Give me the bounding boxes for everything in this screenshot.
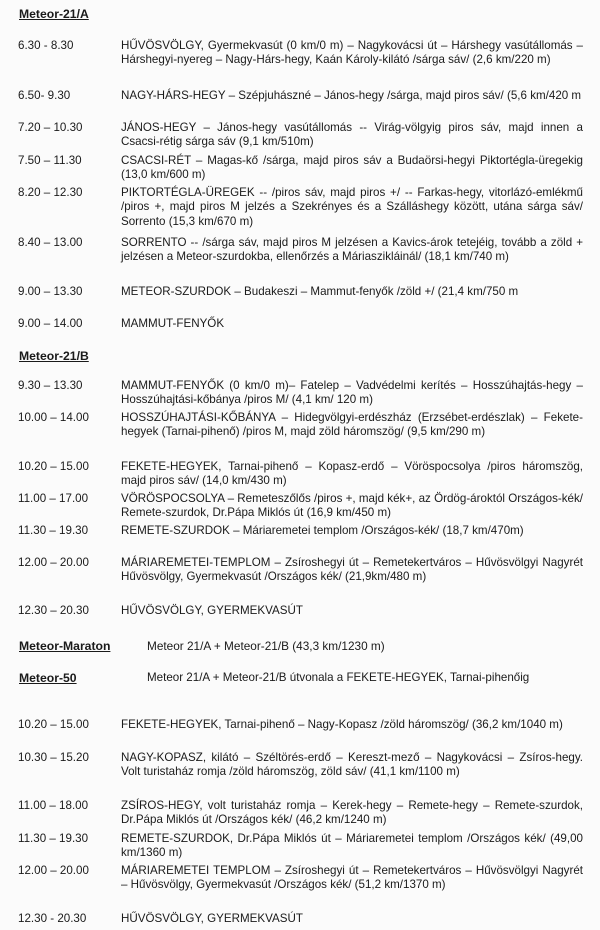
stage-description: JÁNOS-HEGY – János-hegy vasútállomás -- Virág-völgyig piros sáv, majd innen a Csacsi-rétig sárga sáv (9,1 km/510m) (121, 121, 583, 149)
time-window: 10.00 – 14.00 (18, 411, 89, 424)
time-window: 10.20 – 15.00 (18, 460, 89, 473)
stage-description: HŰVÖSVÖLGY, GYERMEKVASÚT (121, 912, 303, 925)
stage-description: NAGY-KOPASZ, kilátó – Széltörés-erdő – Kereszt-mező – Nagykovácsi – Zsíros-hegy. Volt turistaház romja /zöld háromszög, zöld sáv/ (41,1 km/1100 m) (121, 751, 583, 779)
stage-description: REMETE-SZURDOK – Máriaremetei templom /Országos-kék/ (18,7 km/470m) (121, 524, 524, 537)
time-window: 12.00 – 20.00 (18, 864, 89, 877)
stage-description: FEKETE-HEGYEK, Tarnai-pihenő – Kopasz-erdő – Vöröspocsolya /piros háromszög, majd piros sáv/ (14,0 km/430 m) (121, 460, 583, 488)
time-window: 7.20 – 10.30 (18, 121, 83, 134)
time-window: 9.00 – 13.30 (18, 285, 83, 298)
stage-description: MAMMUT-FENYŐK (0 km/0 m)– Fatelep – Vadvédelmi kerítés – Hosszúhajtás-hegy – Hosszúhajtási-kőbánya /piros M/ (4,1 km/ 120 m) (121, 379, 583, 407)
time-window: 10.30 – 15.20 (18, 751, 89, 764)
time-window: 11.30 – 19.30 (18, 524, 89, 537)
stage-description: PIKTORTÉGLA-ÜREGEK -- /piros sáv, majd piros +/ -- Farkas-hegy, vitorlázó-emlékmű /piros +, majd piros M jelzés a Szekrényes és a Szálláshegy között, utána sárga sáv/ Sorrento (15,3 km/670 m) (121, 186, 583, 228)
time-window: 11.30 – 19.30 (18, 832, 89, 845)
stage-description: METEOR-SZURDOK – Budakeszi – Mammut-fenyők /zöld +/ (21,4 km/750 m (121, 285, 519, 298)
section-title-meteor-21b: Meteor-21/B (19, 349, 89, 363)
stage-description: MÁRIAREMETEI-TEMPLOM – Zsíroshegyi út – Remetekertváros – Hűvösvölgyi Nagyrét Hűvösvölgy, Gyermekvasút /Országos kék/ (21,9km/480 m) (121, 556, 583, 584)
time-window: 7.50 – 11.30 (18, 154, 82, 167)
time-window: 12.30 – 20.30 (18, 604, 89, 617)
time-window: 12.30 - 20.30 (18, 912, 87, 925)
time-window: 8.40 – 13.00 (18, 236, 83, 249)
time-window: 9.00 – 14.00 (18, 317, 83, 330)
maraton-description: Meteor 21/A + Meteor-21/B (43,3 km/1230 m) (147, 639, 385, 653)
time-window: 6.50- 9.30 (18, 89, 71, 102)
stage-description: HŰVÖSVÖLGY, Gyermekvasút (0 km/0 m) – Nagykovácsi út – Hárshegy vasútállomás – Hárshegyi-nyereg – Nagy-Hárs-hegy, Kaán Károly-kilátó /sárga sáv/ (2,6 km/220 m) (121, 39, 583, 67)
time-window: 10.20 – 15.00 (18, 718, 89, 731)
stage-description: FEKETE-HEGYEK, Tarnai-pihenő – Nagy-Kopasz /zöld háromszög/ (36,2 km/1040 m) (121, 718, 563, 731)
stage-description: CSACSI-RÉT – Magas-kő /sárga, majd piros sáv a Budaörsi-hegyi Piktortégla-üregekig (13,0 km/600 m) (121, 154, 583, 182)
stage-description: NAGY-HÁRS-HEGY – Szépjuhászné – János-hegy /sárga, majd piros sáv/ (5,6 km/420 m (121, 89, 582, 102)
stage-description: VÖRÖSPOCSOLYA – Remeteszőlős /piros +, majd kék+, az Ördög-ároktól Országos-kék/ Remete-szurdok, Dr.Pápa Miklós út (16,9 km/450 m) (121, 492, 583, 520)
stage-description: MAMMUT-FENYŐK (121, 317, 225, 330)
stage-description: HŰVÖSVÖLGY, GYERMEKVASÚT (121, 604, 303, 617)
stage-description: ZSÍROS-HEGY, volt turistaház romja – Kerek-hegy – Remete-hegy – Remete-szurdok, Dr.Pápa Miklós út /Országos kék/ (46,2 km/1240 m) (121, 799, 583, 827)
meteor-50-intro: Meteor 21/A + Meteor-21/B útvonala a FEKETE-HEGYEK, Tarnai-pihenőig (147, 671, 530, 684)
time-window: 11.00 – 17.00 (18, 492, 89, 505)
time-window: 9.30 – 13.30 (18, 379, 83, 392)
time-window: 8.20 – 12.30 (18, 186, 83, 199)
stage-description: MÁRIAREMETEI TEMPLOM – Zsíroshegyi út – Remetekertváros – Hűvösvölgyi Nagyrét – Hűvösvölgy, Gyermekvasút /Országos kék/ (51,2 km/1370 m) (121, 864, 583, 892)
time-window: 11.00 – 18.00 (18, 799, 89, 812)
section-title-meteor-maraton: Meteor-Maraton (19, 639, 111, 653)
section-title-meteor-21a: Meteor-21/A (19, 7, 89, 21)
stage-description: SORRENTO -- /sárga sáv, majd piros M jelzésen a Kavics-árok tetejéig, tovább a zöld + jelzésen a Meteor-szurdokba, ellenőrzés a Máriaszikláinál/ (18,1 km/740 m) (121, 236, 583, 264)
section-title-meteor-50: Meteor-50 (19, 671, 77, 685)
time-window: 12.00 – 20.00 (18, 556, 89, 569)
time-window: 6.30 - 8.30 (18, 39, 74, 52)
stage-description: HOSSZÚHAJTÁSI-KŐBÁNYA – Hidegvölgyi-erdészház (Erzsébet-erdészlak) – Fekete-hegyek (Tarnai-pihenő) /piros M, majd zöld háromszög/ (9,5 km/290 m) (121, 411, 583, 439)
stage-description: REMETE-SZURDOK, Dr.Pápa Miklós út – Máriaremetei templom /Országos kék/ (49,00 km/1360 m) (121, 832, 583, 860)
